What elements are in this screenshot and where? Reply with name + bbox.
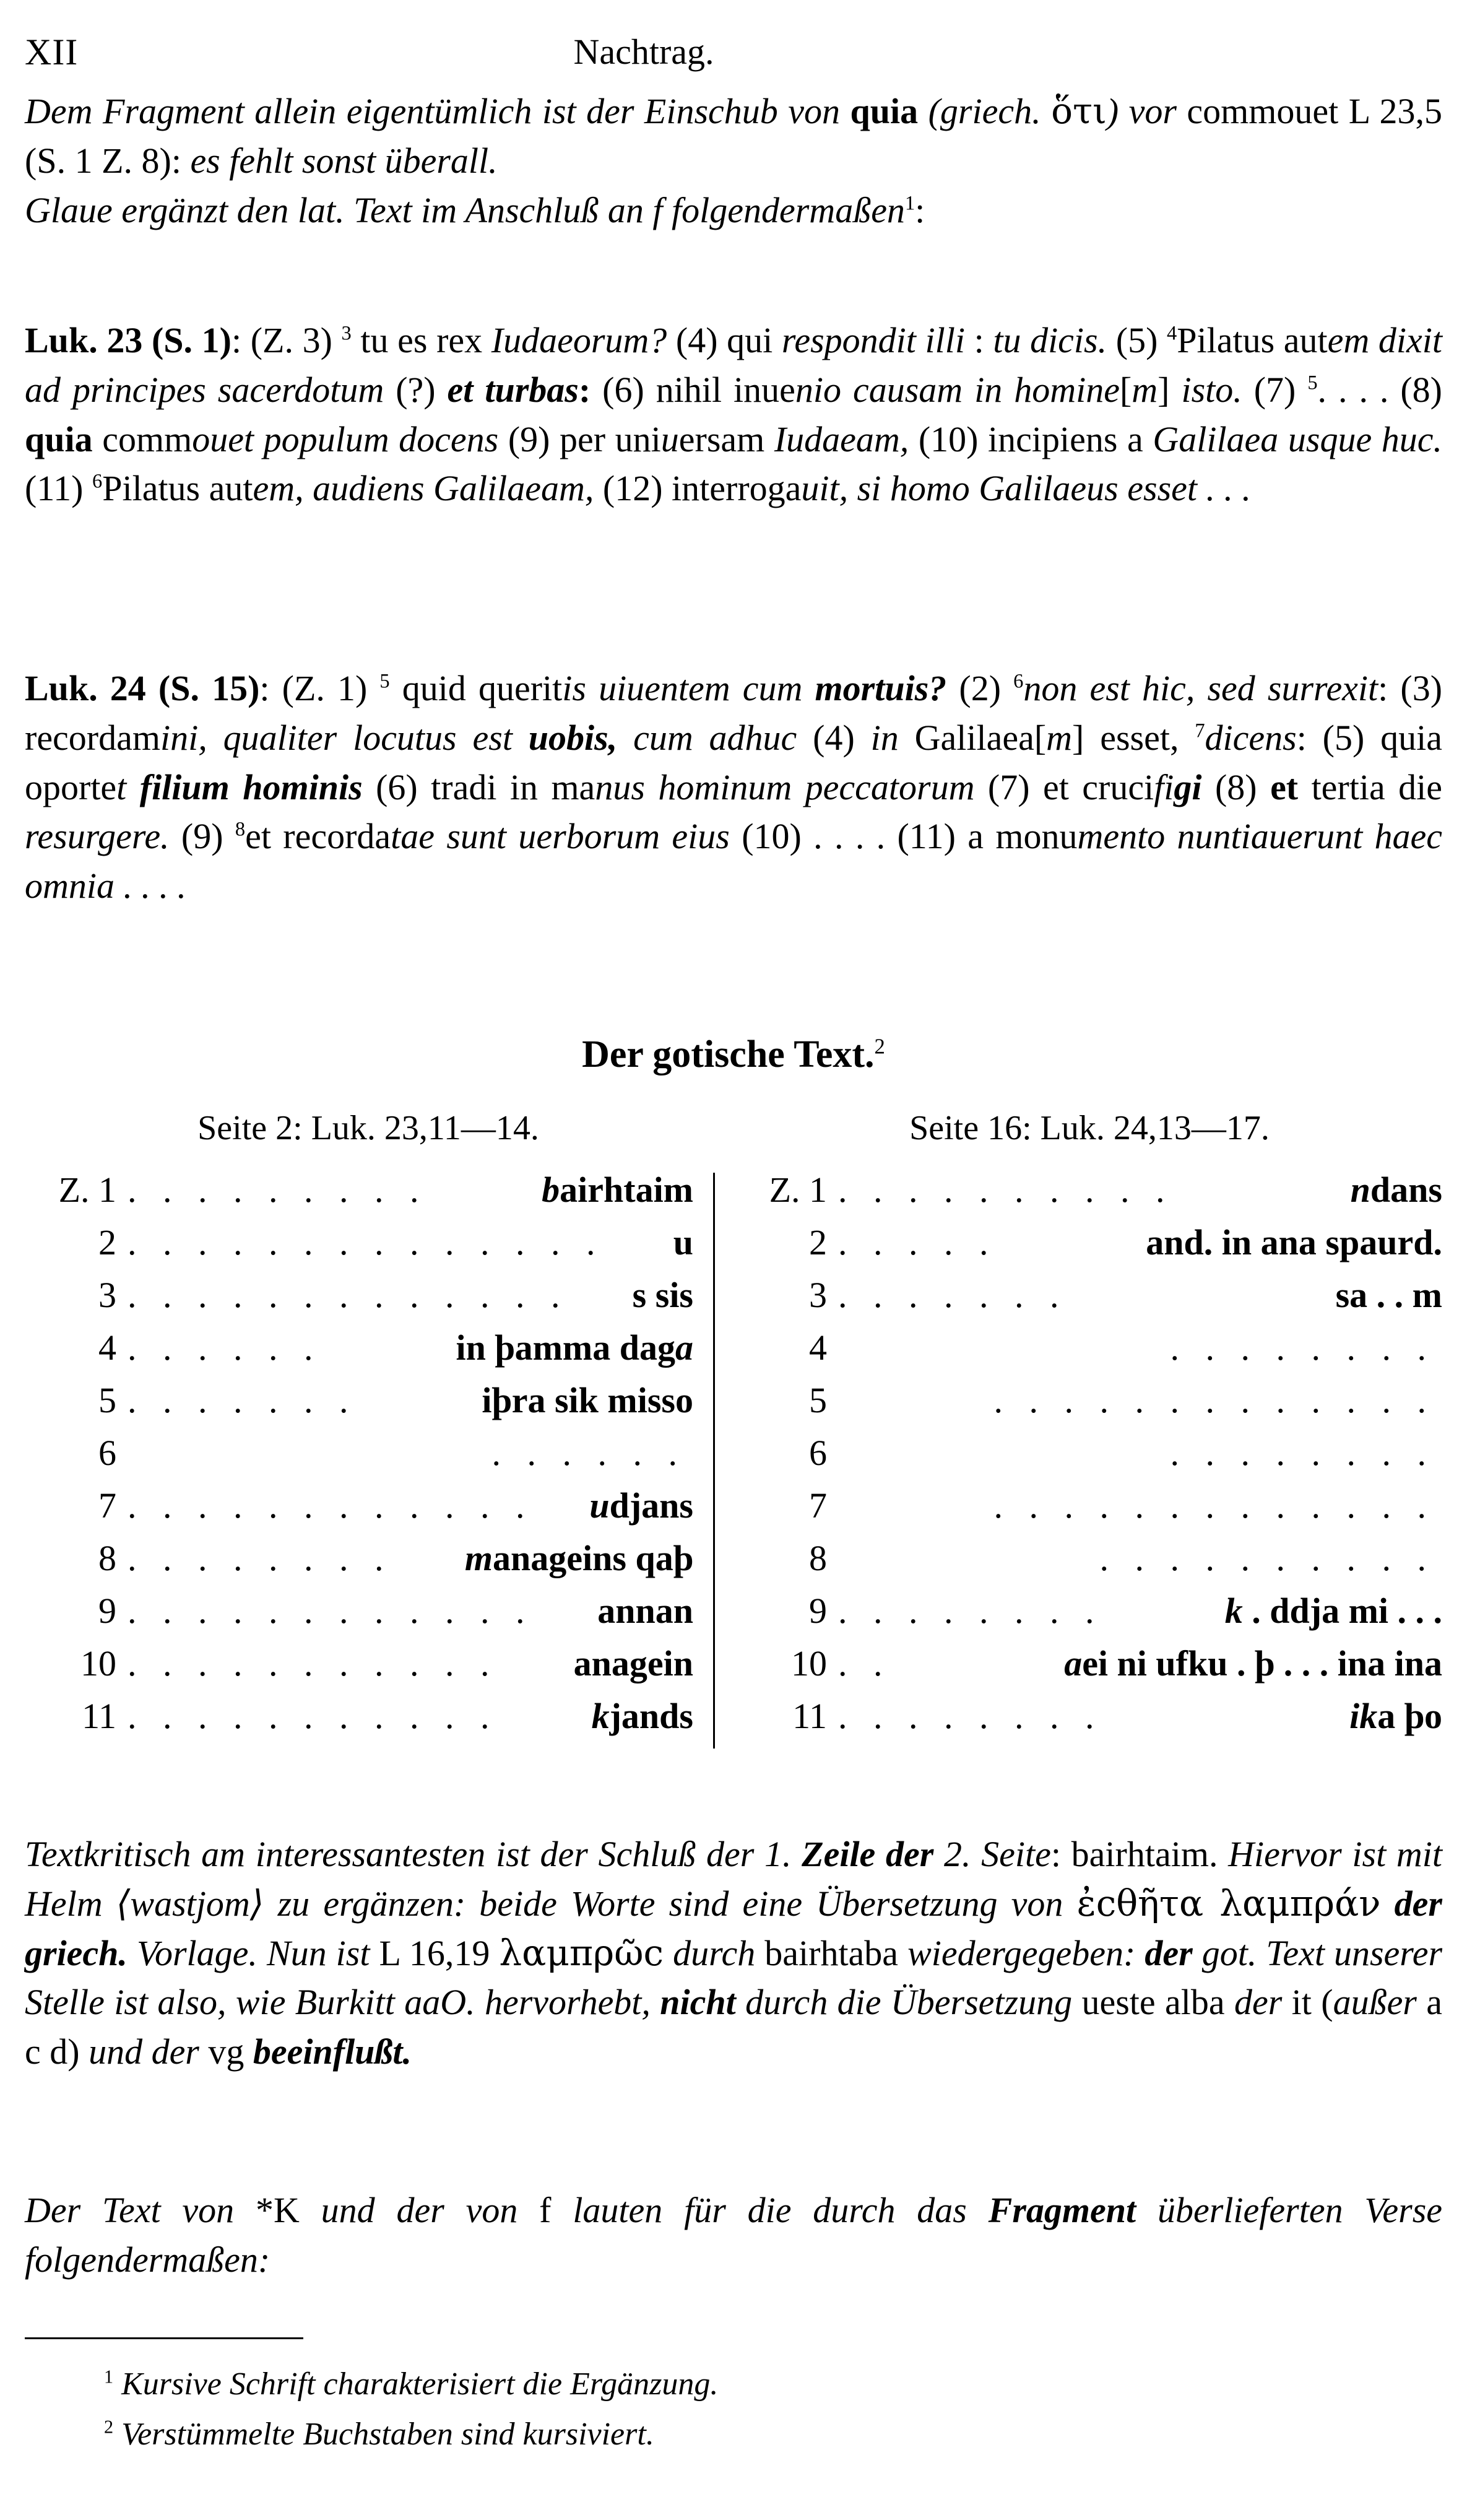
gothic-word: ndans bbox=[1350, 1170, 1442, 1210]
gothic-line-number: 3 bbox=[809, 1275, 827, 1315]
gothic-word: in þamma daga bbox=[456, 1327, 693, 1368]
gothic-line-number: 9 bbox=[98, 1591, 116, 1631]
gothic-word: iþra sik misso bbox=[482, 1380, 693, 1420]
luk23-block bbox=[25, 316, 1442, 513]
gothic-line-number: 6 bbox=[98, 1433, 116, 1473]
gothic-word: bairhtaim bbox=[542, 1170, 693, 1210]
gothic-line-row bbox=[735, 1432, 1442, 1485]
gothic-word: and. in ana spaurd. bbox=[1146, 1222, 1442, 1262]
gothic-line-row bbox=[25, 1537, 693, 1590]
intro-p1-griech: (griech. bbox=[918, 91, 1052, 131]
gothic-dot-leader: . . . . . . . . . . bbox=[838, 1170, 1174, 1210]
gothic-dot-leader: . . . . . . . . bbox=[1170, 1327, 1435, 1368]
gothic-line-number: 11 bbox=[792, 1696, 827, 1736]
gothic-line-row bbox=[735, 1537, 1442, 1590]
gothic-line-number: 11 bbox=[82, 1696, 116, 1736]
gothic-line-number: 2 bbox=[809, 1222, 827, 1262]
gothic-word: udjans bbox=[589, 1485, 693, 1526]
footnote-text: Verstümmelte Buchstaben sind kursiviert. bbox=[113, 2416, 654, 2452]
gothic-dot-leader: . . . . . . . . bbox=[1170, 1433, 1435, 1473]
gothic-word: anagein bbox=[573, 1643, 693, 1684]
intro-paragraph-1 bbox=[25, 87, 1442, 186]
closing-p1: Textkritisch am interessantesten ist der Schluß der 1. Zeile der 2. Seite: bairhtaim. Hiervor ist mit Helm ⟨wastjom⟩ zu ergänzen: beide Worte sind eine Übersetzung von ἐcθῆτα λαμπράν der griech. Vorlage. Nun ist L 16,19 λαμπρῶc durch bairhtaba wiedergegeben: der got. Text unserer Stelle ist also, wie Burkitt aaO. hervorhebt, nicht durch die Übersetzung ueste alba der it (außer a c d) und der vg beeinflußt. bbox=[25, 1834, 1443, 2072]
luk24-body: (Z. 1) $^5$ quid queritis uiuentem cum mortuis? (2) $^6$non est hic, sed surrexit: (3) recordamini, qualiter locutus est uobis, cum adhuc (4) in Galilaea[m] esset, $^7$dicens: (5) quia oportet filium hominis (6) tradi in manus hominum peccatorum (7) et crucifigi (8) et tertia die resurgere. (9) $^8$et recordatae sunt uerborum eius (10) . . . . (11) a monumento nuntiauerunt haec omnia . . . . bbox=[25, 668, 1443, 906]
gothic-line-row bbox=[735, 1169, 1442, 1222]
intro-paragraph-2 bbox=[25, 186, 1442, 235]
gothic-line-number: Z. 1 bbox=[769, 1170, 827, 1210]
intro-p1-vor: ) vor bbox=[1106, 91, 1177, 131]
gothic-line-row bbox=[25, 1327, 693, 1379]
footnote-marker: 2 bbox=[104, 2416, 114, 2438]
gothic-line-row bbox=[25, 1695, 693, 1748]
gothic-line-row bbox=[25, 1432, 693, 1485]
closing-paragraph-1 bbox=[25, 1830, 1442, 2077]
gothic-dot-leader: . . . . . . . . . . . . bbox=[128, 1591, 534, 1631]
folio-number: XII bbox=[25, 32, 79, 72]
gothic-word: ika þo bbox=[1349, 1696, 1442, 1736]
gothic-word: k . ddja mi . . . bbox=[1224, 1591, 1442, 1631]
gothic-line-number: 8 bbox=[809, 1538, 827, 1578]
gothic-title-text: Der gotische Text. bbox=[582, 1033, 875, 1075]
gothic-dot-leader: . . . . . . . . . . . bbox=[128, 1696, 498, 1736]
gothic-section-title bbox=[25, 1033, 1442, 1077]
footnote-list bbox=[25, 2362, 1442, 2462]
intro-p1-quia: quia bbox=[850, 91, 919, 131]
footnote-ref-1: 1 bbox=[904, 192, 915, 215]
gothic-text-table bbox=[25, 1169, 1442, 1757]
gothic-line-row bbox=[25, 1643, 693, 1695]
column-heading-right: Seite 16: Luk. 24,13—17. bbox=[909, 1109, 1270, 1147]
gothic-line-number: 2 bbox=[98, 1222, 116, 1262]
gothic-line-number: 8 bbox=[98, 1538, 116, 1578]
gothic-dot-leader: . . . . . . bbox=[491, 1433, 686, 1473]
gothic-line-number: 3 bbox=[98, 1275, 116, 1315]
luk23-heading: Luk. 23 (S. 1) bbox=[25, 320, 232, 360]
luk24-colon: : bbox=[259, 668, 282, 708]
gothic-dot-leader: . . . . . . . . . . . . . bbox=[128, 1275, 569, 1315]
gothic-line-row bbox=[25, 1169, 693, 1222]
gothic-line-number: 7 bbox=[98, 1485, 116, 1526]
gothic-dot-leader: . . . . . . . bbox=[128, 1380, 357, 1420]
luk23-colon: : bbox=[231, 320, 251, 360]
intro-p1-tail: es fehlt sonst überall. bbox=[190, 140, 498, 181]
gothic-line-number: 9 bbox=[809, 1591, 827, 1631]
gothic-word: manageins qaþ bbox=[464, 1538, 693, 1578]
gothic-dot-leader: . . . . . . . . bbox=[838, 1696, 1103, 1736]
gothic-dot-leader: . . . . . . . . . . . . . . bbox=[128, 1222, 604, 1262]
footnote-ref-2: 2 bbox=[874, 1034, 885, 1059]
gothic-dot-leader: . . . . . . . bbox=[838, 1275, 1068, 1315]
gothic-dot-leader: . . . . . . bbox=[128, 1327, 322, 1368]
intro-p1-lead: Dem Fragment allein eigentümlich ist der Einschub von bbox=[25, 91, 850, 131]
intro-p2-colon: : bbox=[915, 189, 925, 230]
gothic-line-row bbox=[735, 1274, 1442, 1327]
gothic-dot-leader: . . . . . . . . . . bbox=[1099, 1538, 1435, 1578]
luk23-body: (Z. 3) $^3$ tu es rex Iudaeorum? (4) qui respondit illi : tu dicis. (5) $^4$Pilatus autem dixit ad principes sacerdotum (?) et turbas: (6) nihil inuenio causam in homine[m] isto. (7) $^5$. . . . (8) quia commouet populum docens (9) per uniuersam Iudaeam, (10) incipiens a Galilaea usque huc. (11) $^6$Pilatus autem, audiens Galilaeam, (12) interrogauit, si homo Galilaeus esset . . . bbox=[25, 320, 1442, 509]
running-title: Nachtrag. bbox=[573, 32, 714, 72]
gothic-word: aei ni ufku . þ . . . ina ina bbox=[1064, 1643, 1442, 1684]
gothic-line-row bbox=[25, 1222, 693, 1274]
gothic-dot-leader: . . . . . . . . . . . . . bbox=[993, 1380, 1435, 1420]
running-head bbox=[25, 31, 1442, 74]
gothic-line-number: 6 bbox=[809, 1433, 827, 1473]
gothic-word: sa . . m bbox=[1335, 1275, 1442, 1315]
column-heading-left: Seite 2: Luk. 23,11—14. bbox=[197, 1109, 539, 1147]
footnote-marker: 1 bbox=[104, 2366, 114, 2387]
gothic-dot-leader: . . . . . . . . bbox=[128, 1538, 392, 1578]
gothic-line-row bbox=[735, 1222, 1442, 1274]
gothic-line-row bbox=[735, 1643, 1442, 1695]
gothic-line-row bbox=[735, 1379, 1442, 1432]
intro-p1-commouet: commouet bbox=[1176, 91, 1339, 131]
luk24-block bbox=[25, 664, 1442, 911]
gothic-line-row bbox=[735, 1695, 1442, 1748]
footnote-item bbox=[25, 2412, 1442, 2457]
gothic-line-row bbox=[25, 1590, 693, 1643]
gothic-line-row bbox=[25, 1274, 693, 1327]
gothic-line-number: Z. 1 bbox=[58, 1170, 116, 1210]
footnote-text: Kursive Schrift charakterisiert die Ergänzung. bbox=[113, 2366, 719, 2402]
gothic-column-left bbox=[25, 1169, 693, 1748]
gothic-line-number: 7 bbox=[809, 1485, 827, 1526]
intro-paragraphs bbox=[25, 87, 1442, 235]
gothic-dot-leader: . . . . . . . . bbox=[838, 1591, 1103, 1631]
column-divider bbox=[713, 1173, 715, 1749]
gothic-dot-leader: . . . . . . . . . . . bbox=[128, 1643, 498, 1684]
gothic-line-number: 10 bbox=[791, 1643, 827, 1684]
closing-paragraph-2 bbox=[25, 2186, 1442, 2285]
gothic-word: kjands bbox=[591, 1696, 693, 1736]
luk24-heading: Luk. 24 (S. 15) bbox=[25, 668, 260, 708]
gothic-dot-leader: . . . . . . . . . bbox=[128, 1170, 428, 1210]
footnote-item bbox=[25, 2362, 1442, 2407]
gothic-line-row bbox=[735, 1590, 1442, 1643]
gothic-line-number: 5 bbox=[98, 1380, 116, 1420]
gothic-line-row bbox=[25, 1379, 693, 1432]
gothic-dot-leader: . . . . . . . . . . . . . bbox=[993, 1485, 1435, 1526]
gothic-line-row bbox=[735, 1485, 1442, 1537]
gothic-line-number: 10 bbox=[80, 1643, 116, 1684]
luk24-paragraph bbox=[25, 664, 1442, 911]
gothic-column-headings bbox=[25, 1108, 1442, 1158]
gothic-line-number: 4 bbox=[809, 1327, 827, 1368]
greek-hoti: ὅτι bbox=[1051, 90, 1107, 132]
gothic-line-row bbox=[25, 1485, 693, 1537]
gothic-dot-leader: . . . . . . . . . . . . bbox=[128, 1485, 534, 1526]
closing-p2: Der Text von *K und der von f lauten für die durch das Fragment überlieferten Verse folgendermaßen: bbox=[25, 2190, 1443, 2280]
gothic-dot-leader: . . bbox=[838, 1643, 891, 1684]
intro-p2-text: Glaue ergänzt den lat. Text im Anschluß an f folgendermaßen bbox=[25, 189, 905, 230]
gothic-column-right bbox=[735, 1169, 1442, 1748]
gothic-word: annan bbox=[597, 1591, 693, 1631]
intro-p1-ref: L 23,5 (S. 1 Z. 8): bbox=[25, 91, 1442, 181]
gothic-word: u bbox=[673, 1222, 693, 1262]
gothic-line-number: 5 bbox=[809, 1380, 827, 1420]
gothic-line-row bbox=[735, 1327, 1442, 1379]
luk23-paragraph bbox=[25, 316, 1442, 513]
gothic-dot-leader: . . . . . bbox=[838, 1222, 997, 1262]
footnote-separator-rule bbox=[25, 2337, 303, 2339]
gothic-line-number: 4 bbox=[98, 1327, 116, 1368]
gothic-word: s sis bbox=[632, 1275, 693, 1315]
